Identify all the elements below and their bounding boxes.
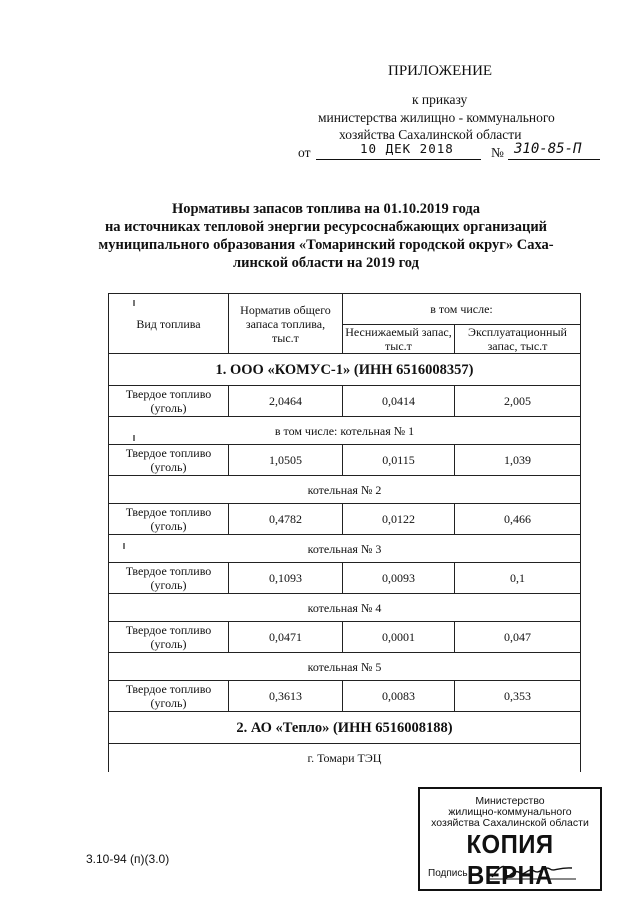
cell-total: 0,3613: [229, 681, 343, 712]
signature-icon: [488, 859, 578, 885]
order-number: 310-85-П: [514, 141, 582, 157]
cell-irreducible: 0,0083: [343, 681, 455, 712]
certified-copy-stamp: [418, 787, 602, 891]
table-row: [109, 622, 581, 653]
boiler-1-heading: в том числе: котельная № 1: [109, 417, 581, 445]
cell-irreducible: 0,0115: [343, 445, 455, 476]
date-label: от: [298, 145, 311, 160]
cell-operational: 0,466: [455, 504, 581, 535]
cell-total: 0,4782: [229, 504, 343, 535]
stamp-signature-label: Подпись: [428, 868, 468, 879]
header-total: Норматив общего запаса топлива, тыс.т: [229, 294, 343, 354]
title-line-1: Нормативы запасов топлива на 01.10.2019 года: [171, 201, 481, 217]
order-ref-line1: к приказу: [412, 92, 468, 107]
cell-operational: 1,039: [455, 445, 581, 476]
cell-fuel: Твердое топливо (уголь): [109, 386, 229, 417]
header-including: в том числе:: [343, 294, 581, 325]
order-date: 10 ДЕК 2018: [360, 141, 454, 156]
cell-total: 2,0464: [229, 386, 343, 417]
order-ref-line3: хозяйства Сахалинской области: [339, 127, 522, 142]
cell-irreducible: 0,0001: [343, 622, 455, 653]
table-row: [109, 386, 581, 417]
cell-total: 1,0505: [229, 445, 343, 476]
cell-operational: 0,047: [455, 622, 581, 653]
tec-heading: г. Томари ТЭЦ: [109, 744, 581, 773]
cell-fuel: Твердое топливо (уголь): [109, 681, 229, 712]
form-code: 3.10-94 (п)(3.0): [86, 852, 170, 866]
header-fuel-type: Вид топлива: [109, 294, 229, 354]
number-underline: [508, 159, 600, 160]
table-row: [109, 445, 581, 476]
cell-fuel: Твердое топливо (уголь): [109, 445, 229, 476]
cell-fuel: Твердое топливо (уголь): [109, 563, 229, 594]
cell-fuel: Твердое топливо (уголь): [109, 622, 229, 653]
cell-total: 0,0471: [229, 622, 343, 653]
date-underline: [316, 159, 481, 160]
header-operational: Эксплуатационный запас, тыс.т: [455, 325, 581, 354]
scan-mark: [133, 435, 135, 441]
cell-irreducible: 0,0122: [343, 504, 455, 535]
cell-operational: 0,1: [455, 563, 581, 594]
cell-total: 0,1093: [229, 563, 343, 594]
boiler-2-heading: котельная № 2: [109, 476, 581, 504]
stamp-line-2: жилищно-коммунального: [448, 806, 572, 818]
title-line-4: линской области на 2019 год: [233, 255, 419, 271]
cell-fuel: Твердое топливо (уголь): [109, 504, 229, 535]
org-2-heading: 2. АО «Тепло» (ИНН 6516008188): [109, 712, 581, 744]
document-title: [96, 200, 556, 272]
boiler-4-heading: котельная № 4: [109, 594, 581, 622]
stamp-main-text: КОПИЯ ВЕРНА: [466, 829, 554, 890]
title-line-3: муниципального образования «Томаринский городской округ» Саха-: [98, 237, 554, 253]
table-row: [109, 504, 581, 535]
table-row: [109, 681, 581, 712]
fuel-norms-table: [108, 293, 581, 772]
cell-operational: 2,005: [455, 386, 581, 417]
title-line-2: на источниках тепловой энергии ресурсоснабжающих организаций: [104, 219, 548, 235]
stamp-line-3: хозяйства Сахалинской области: [431, 817, 589, 829]
stamp-line-1: Министерство: [475, 795, 545, 807]
boiler-3-heading: котельная № 3: [109, 535, 581, 563]
cell-operational: 0,353: [455, 681, 581, 712]
appendix-title: ПРИЛОЖЕНИЕ: [388, 63, 493, 79]
header-irreducible: Неснижаемый запас, тыс.т: [343, 325, 455, 354]
order-ref-line2: министерства жилищно - коммунального: [318, 110, 555, 125]
scan-mark: [133, 300, 135, 306]
cell-irreducible: 0,0093: [343, 563, 455, 594]
scan-mark: [123, 543, 125, 549]
org-1-heading: 1. ООО «КОМУС-1» (ИНН 6516008357): [109, 354, 581, 386]
boiler-5-heading: котельная № 5: [109, 653, 581, 681]
table-row: [109, 563, 581, 594]
number-label: №: [491, 145, 504, 160]
cell-irreducible: 0,0414: [343, 386, 455, 417]
